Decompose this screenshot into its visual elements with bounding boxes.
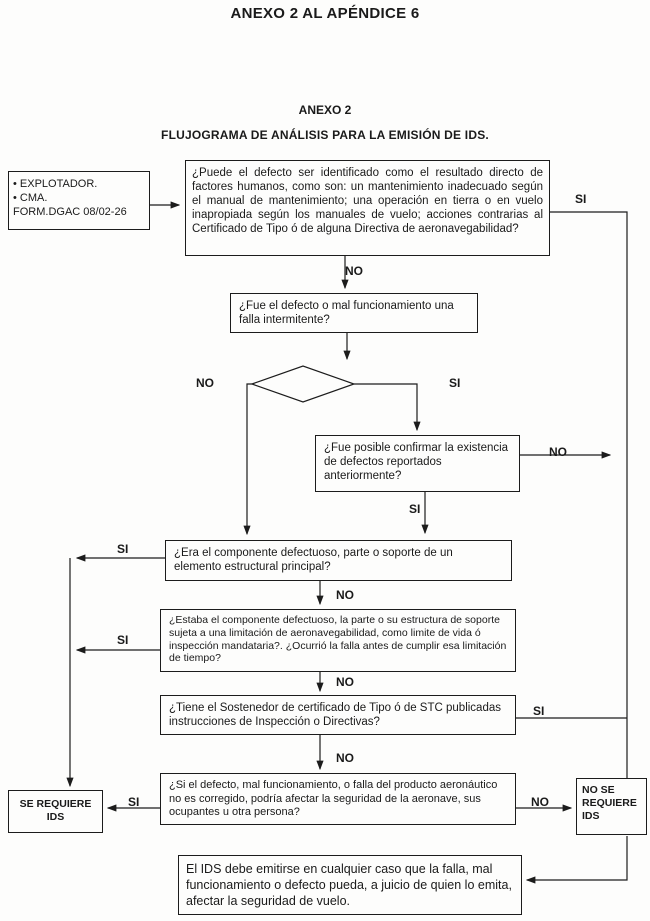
label-si-q4: SI [117,542,129,556]
label-no-q6: NO [336,751,354,765]
result-no-line-2: REQUIERE [582,797,637,809]
flow-node-result-ids-not-required [576,778,647,835]
edge-q1-si-right [550,212,627,778]
label-si-q3: SI [409,502,421,516]
result-no-line-1: NO SE [582,784,615,796]
label-no-q7: NO [531,795,549,809]
result-no-line-3: IDS [582,810,600,822]
label-si-q1: SI [575,192,587,206]
edge-diamond-si-q3 [354,384,417,430]
source-line-cma: • CMA. [13,192,48,204]
result-yes-line-2: IDS [46,811,65,823]
decision-diamond [252,366,354,402]
label-si-diamond: SI [449,376,461,390]
flow-node-q6-type-certificate: ¿Tiene el Sostenedor de certificado de Tipo ó de STC publicadas instrucciones de Inspección o Directivas? [160,695,516,735]
flow-node-q7-safety: ¿Si el defecto, mal funcionamiento, o falla del producto aeronáutico no es corregido, podría afectar la seguridad de la aeronave, sus ocupantes u otra persona? [160,773,516,825]
flow-node-q5-airworthiness-limit: ¿Estaba el componente defectuoso, la parte o su estructura de soporte sujeta a una limitación de aeronavegabilidad, como limite de vida ó inspección mandataria?. ¿Ocurrió la falla antes de cumplir esa limitación de tiempo? [160,609,516,672]
label-no-q1: NO [345,264,363,278]
label-si-q7: SI [128,795,140,809]
source-line-explotador: • EXPLOTADOR. [13,178,98,190]
label-no-q5: NO [336,675,354,689]
result-yes-line-1: SE REQUIERE [19,798,92,810]
edge-right-to-final [527,836,627,880]
edge-diamond-no-down [247,384,252,534]
flow-node-q2-intermittent: ¿Fue el defecto o mal funcionamiento una falla intermitente? [230,293,478,333]
flow-node-source [8,171,150,230]
label-si-q6: SI [533,704,545,718]
source-line-form: FORM.DGAC 08/02-26 [13,206,127,218]
flow-node-q1-human-factors: ¿Puede el defecto ser identificado como el resultado directo de factores humanos, como son: un mantenimiento inadecuado según el manual de mantenimiento; una operación en tierra o en vuelo inapropiada según los manuales de vuelo; acciones contrarias al Certificado de Tipo ó de alguna Directiva de aeronavegabilidad? [185,160,550,256]
flow-node-final-note: El IDS debe emitirse en cualquier caso que la falla, mal funcionamiento o defecto pueda, a juicio de quien lo emita, afectar la seguridad de vuelo. [178,855,522,915]
flow-node-q3-confirm-defects: ¿Fue posible confirmar la existencia de defectos reportados anteriormente? [315,435,520,492]
flow-node-q4-structural: ¿Era el componente defectuoso, parte o soporte de un elemento estructural principal? [165,540,512,581]
label-no-q4: NO [336,588,354,602]
page-title: ANEXO 2 AL APÉNDICE 6 [230,5,420,22]
flow-node-result-ids-required [8,790,103,833]
label-no-diamond: NO [196,376,214,390]
label-no-q3: NO [549,445,567,459]
doc-subtitle-2: FLUJOGRAMA DE ANÁLISIS PARA LA EMISIÓN DE IDS. [161,128,489,142]
doc-subtitle: ANEXO 2 [298,103,352,117]
label-si-q5: SI [117,633,129,647]
